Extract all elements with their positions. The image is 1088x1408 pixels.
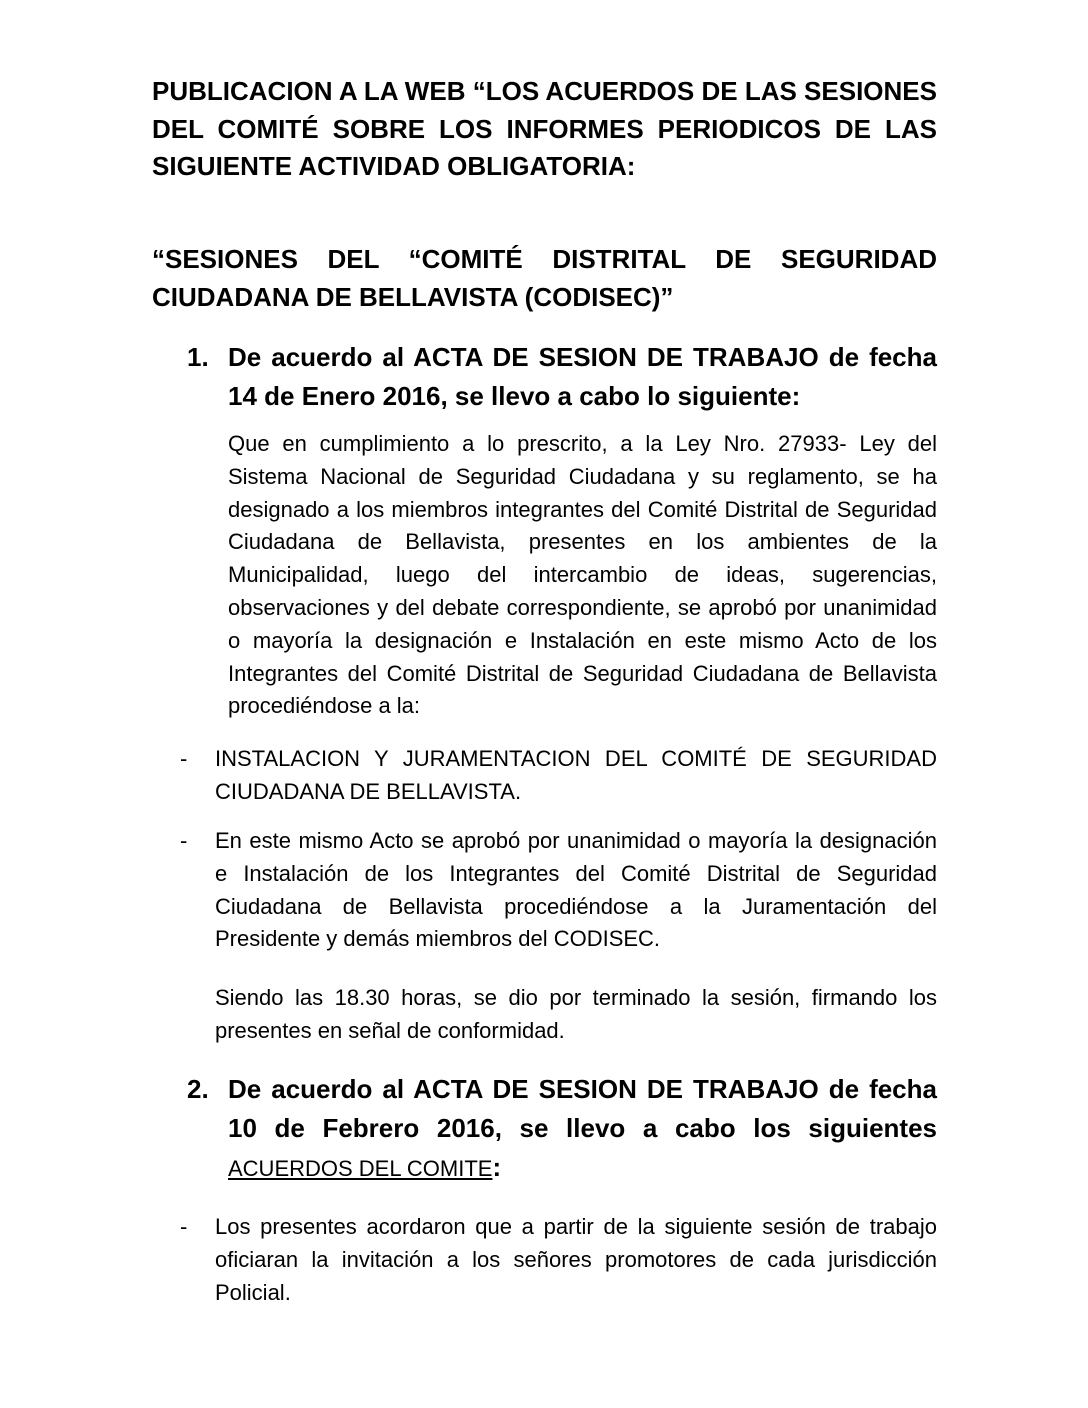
bullet-dash: -	[180, 746, 188, 771]
bullet-dash: -	[180, 1214, 188, 1239]
item-1-bullet-2	[180, 825, 937, 956]
item-2-bullet-1	[180, 1211, 937, 1309]
item-1-bullet-1	[180, 743, 937, 809]
item-2-number: 2.	[187, 1074, 209, 1104]
item-2-bullet-1-text: Los presentes acordaron que a partir de la siguiente sesión de trabajo oficiaran la invitación a los señores promotores de cada jurisdicción Policial.	[215, 1214, 937, 1305]
item-2-heading-text: De acuerdo al ACTA DE SESION DE TRABAJO de fecha 10 de Febrero 2016, se llevo a cabo los siguientes	[228, 1074, 937, 1143]
item-1-closing: Siendo las 18.30 horas, se dio por terminado la sesión, firmando los presentes en señal de conformidad.	[215, 985, 937, 1043]
item-1-paragraph: Que en cumplimiento a lo prescrito, a la Ley Nro. 27933- Ley del Sistema Nacional de Seguridad Ciudadana y su reglamento, se ha designado a los miembros integrantes del Comité Distrital de Seguridad Ciudadana de Bellavista, presentes en los ambientes de la Municipalidad, luego del intercambio de ideas, sugerencias, observaciones y del debate correspondiente, se aprobó por unanimidad o mayoría la designación e Instalación en este mismo Acto de los Integrantes del Comité Distrital de Seguridad Ciudadana de Bellavista procediéndose a la:	[228, 431, 937, 719]
item-1-heading	[187, 338, 937, 416]
document-header: PUBLICACION A LA WEB “LOS ACUERDOS DE LAS SESIONES DEL COMITÉ SOBRE LOS INFORMES PERIODICOS DE LAS SIGUIENTE ACTIVIDAD OBLIGATORIA:	[152, 76, 937, 181]
bullet-dash: -	[180, 828, 188, 853]
item-2-heading-end: :	[492, 1152, 502, 1182]
item-1-number: 1.	[187, 342, 209, 372]
document-subheader: “SESIONES DEL “COMITÉ DISTRITAL DE SEGURIDAD CIUDADANA DE BELLAVISTA (CODISEC)”	[152, 244, 937, 312]
item-1-bullet-1-text: INSTALACION Y JURAMENTACION DEL COMITÉ DE SEGURIDAD CIUDADANA DE BELLAVISTA.	[215, 746, 937, 804]
item-1-heading-text: De acuerdo al ACTA DE SESION DE TRABAJO de fecha 14 de Enero 2016, se llevo a cabo lo siguiente:	[228, 342, 937, 411]
item-1-bullet-2-text: En este mismo Acto se aprobó por unanimidad o mayoría la designación e Instalación de los Integrantes del Comité Distrital de Seguridad Ciudadana de Bellavista procediéndose a la Juramentación del Presidente y demás miembros del CODISEC.	[215, 828, 937, 952]
item-2-heading-underlined: ACUERDOS DEL COMITE	[228, 1156, 493, 1181]
item-2-heading	[187, 1070, 937, 1188]
